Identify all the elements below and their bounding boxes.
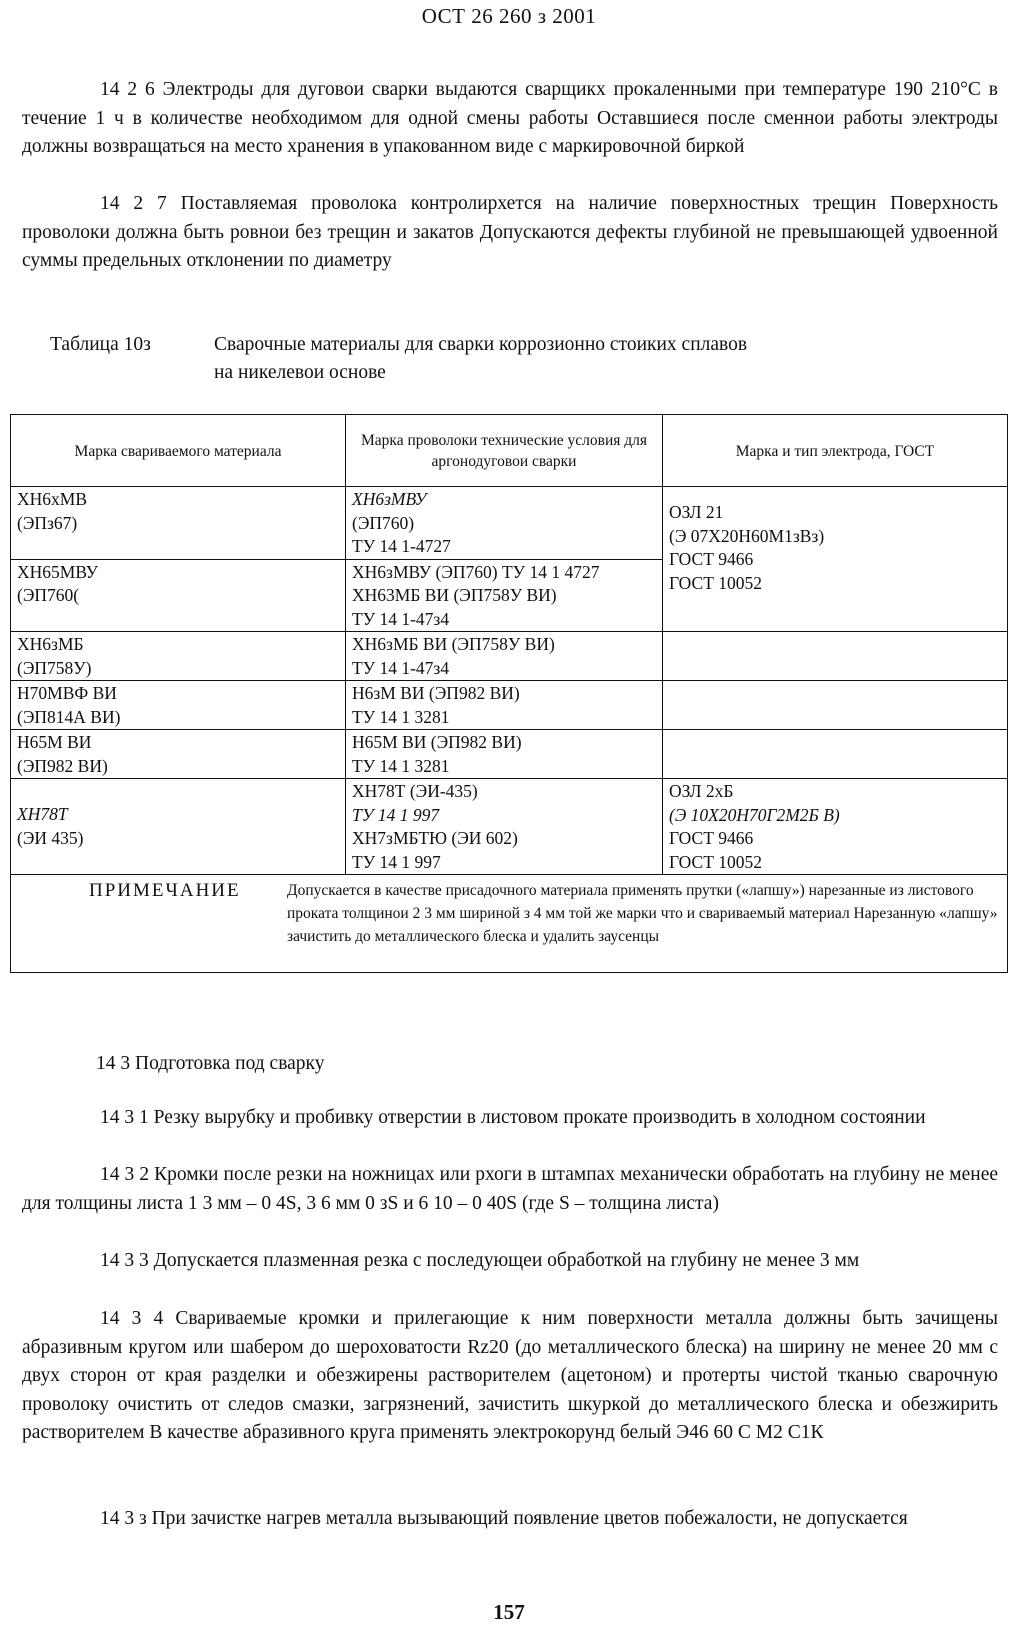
cell-wire: ХН6зМВУ — [352, 489, 427, 509]
cell-wire: Н6зМ ВИ (ЭП982 ВИ) — [352, 683, 520, 703]
cell-wire: ХН7зМБТЮ (ЭИ 602) — [352, 828, 518, 848]
cell-material: ХН65МВУ — [17, 561, 98, 582]
page-header: ОСТ 26 260 з 2001 — [421, 4, 597, 28]
cell-electrode-gost: ГОСТ 10052 — [669, 572, 763, 593]
table-header-row — [11, 415, 1008, 487]
cell-wire-spec: ТУ 14 1 997 — [352, 851, 441, 872]
note-label: ПРИМЕЧАНИЕ — [89, 880, 241, 901]
paragraph-14-2-6: 14 2 6 Электроды для дуговои сварки выдаются сварщикх прокаленными при температуре 190 210°С в течение 1 ч в количестве необходимом для одной смены работы Оставшиеся после сменнои работы электроды должны возвращаться на место хранения в упакованном виде с маркировочной биркой — [22, 79, 998, 158]
table-row — [11, 779, 1008, 875]
cell-wire-spec: ТУ 14 1 3281 — [352, 706, 450, 727]
cell-wire: ХН78Т (ЭИ-435) — [352, 781, 478, 801]
cell-wire-spec: ТУ 14 1-4727 — [352, 536, 451, 556]
paragraph-14-3-4: 14 3 4 Свариваемые кромки и прилегающие к ним поверхности металла должны быть зачищены абразивным кругом или шабером до шероховатости Rz20 (до металлического блеска) на ширину не менее 20 мм с двух сторон от края разделки и обезжирены растворителем (ацетоном) и протерты чистой тканью сварочную проволоку очистить от следов смазки, загрязнений, зачистить шкуркой до металлического блеска и обезжирить растворителем В качестве абразивного круга применять электрокорунд белый Э46 60 С М2 С1К — [22, 1308, 998, 1444]
header-base-material: Марка свариваемого материала — [11, 415, 346, 487]
cell-wire: ХН6зМБ ВИ (ЭП758У ВИ) — [352, 634, 555, 654]
table-row — [11, 487, 1008, 560]
cell-electrode-gost: ГОСТ 9466 — [669, 549, 754, 569]
header-electrode: Марка и тип электрода, ГОСТ — [663, 415, 1008, 487]
cell-electrode-gost: ГОСТ 9466 — [669, 828, 754, 848]
header-wire: Марка проволоки технические условия для аргонодуговои сварки — [346, 415, 663, 487]
table-note-row — [11, 875, 1008, 973]
cell-wire-spec: ТУ 14 1 997 — [352, 804, 440, 825]
cell-material: ХН78Т — [17, 804, 68, 824]
section-heading-14-3: 14 3 Подготовка под сварку — [96, 1053, 325, 1074]
cell-electrode: ОЗЛ 21 — [669, 502, 724, 522]
cell-wire: ХН63МБ ВИ (ЭП758У ВИ) — [352, 585, 557, 605]
page-number: 157 — [493, 1600, 525, 1624]
cell-electrode: (Э 07Х20Н60М1зВз) — [669, 525, 825, 546]
cell-electrode: ОЗЛ 2хБ — [669, 781, 734, 801]
table-row — [11, 730, 1008, 779]
cell-wire-spec: ТУ 14 1-47з4 — [352, 657, 450, 678]
table-caption — [50, 331, 747, 387]
cell-electrode: (Э 10Х20Н70Г2М2Б В) — [669, 804, 840, 825]
cell-wire-spec: ТУ 14 1-47з4 — [352, 608, 450, 629]
table-caption-title-1: Сварочные материалы для сварки коррозионно стоикиx сплавов — [214, 334, 748, 355]
paragraph-14-3-5: 14 3 з При зачистке нагрев металла вызывающий появление цветов побежалости, не допускается — [100, 1508, 908, 1529]
table-caption-label: Таблица 10з — [50, 334, 151, 355]
paragraph-14-3-3: 14 3 3 Допускается плазменная резка с последующеи обработкой на глубину не менее 3 мм — [100, 1250, 860, 1271]
cell-electrode-gost: ГОСТ 10052 — [669, 851, 763, 872]
table-row — [11, 681, 1008, 730]
paragraph-14-2-7: 14 2 7 Поставляемая проволока контролирхется на наличие поверхностных трещин Поверхность проволоки должна быть ровнои без трещин и закатов Допускаются дефекты глубиной не превышающей удвоенной суммы предельных отклонении по диаметру — [22, 193, 998, 272]
cell-material-code: (ЭП758У) — [17, 657, 92, 678]
cell-wire: (ЭП760) — [352, 512, 415, 533]
cell-wire: ХН6зМВУ (ЭП760) ТУ 14 1 4727 — [352, 561, 600, 582]
welding-materials-table — [10, 414, 1008, 973]
table-row — [11, 632, 1008, 681]
table-caption-title-2: на никелевои основе — [214, 362, 386, 383]
paragraph-14-3-1: 14 3 1 Резку вырубку и пробивку отверстии в листовом прокате производить в холодном состоянии — [100, 1107, 926, 1128]
cell-material-code: (ЭП814А ВИ) — [17, 706, 121, 727]
cell-material: ХН6зМБ — [17, 634, 84, 654]
note-text: Допускается в качестве присадочного материала применять прутки («лапшу») нарезанные из листового проката толщинои 2 3 мм шириной з 4 мм той же марки что и свариваемый материал Нарезанную «лапшу» зачистить до металлического блеска и удалить заусенцы — [287, 882, 998, 945]
cell-wire: Н65М ВИ (ЭП982 ВИ) — [352, 732, 522, 752]
cell-material-code: (ЭИ 435) — [17, 827, 84, 848]
cell-material: Н70МВФ ВИ — [17, 683, 117, 703]
cell-material-code: (ЭП982 ВИ) — [17, 755, 108, 776]
cell-material-code: (ЭПз67) — [17, 512, 78, 533]
cell-wire-spec: ТУ 14 1 3281 — [352, 755, 450, 776]
cell-material: Н65М ВИ — [17, 732, 92, 752]
cell-material-code: (ЭП760( — [17, 585, 80, 605]
paragraph-14-3-2: 14 3 2 Кромки после резки на ножницах или рхоги в штампах механически обработать на глубину не менее для толщины листа 1 3 мм – 0 4S, 3 6 мм 0 зS и 6 10 – 0 40S (где S – толщина листа) — [22, 1164, 998, 1214]
cell-material: ХН6хМВ — [17, 489, 88, 509]
